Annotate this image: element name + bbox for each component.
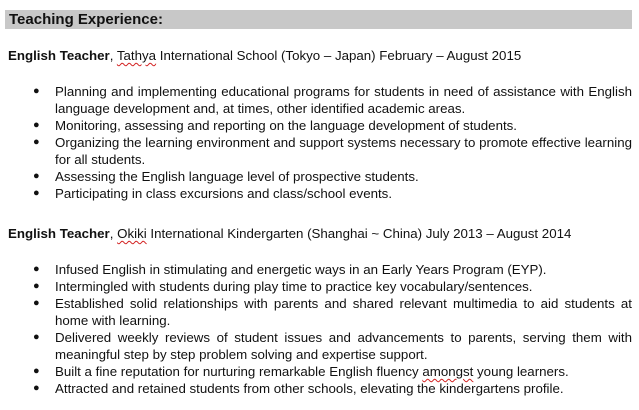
job-1-bullet-list	[0, 83, 632, 202]
bullet-text: Delivered weekly reviews of student issues and advancements to parents, serving them with meaningful step by step problem solving and expertise support.	[55, 330, 632, 362]
bullet-text: Infused English in stimulating and energetic ways in an Early Years Program (EYP).	[55, 262, 547, 277]
bullet-icon: ●	[33, 331, 40, 343]
bullet-text: Planning and implementing educational programs for students in need of assistance with English language development and, at times, other identified academic areas.	[55, 84, 632, 116]
bullet-icon: ●	[33, 170, 40, 182]
job-organization-details: International School (Tokyo – Japan) February – August 2015	[156, 48, 522, 63]
bullet-text: Established solid relationships with parents and shared relevant multimedia to aid students at home with learning.	[55, 296, 632, 328]
bullet-icon: ●	[33, 119, 40, 131]
bullet-icon: ●	[33, 136, 40, 148]
list-item	[0, 329, 632, 363]
list-item	[0, 363, 632, 380]
job-heading-2	[8, 225, 571, 242]
bullet-icon: ●	[33, 280, 40, 292]
job-organization-name: Okiki	[117, 226, 147, 241]
bullet-text-flagged-word: amongst	[422, 364, 474, 379]
list-item	[0, 83, 632, 117]
bullet-text: Assessing the English language level of prospective students.	[55, 169, 419, 184]
job-organization-details: International Kindergarten (Shanghai ~ China) July 2013 – August 2014	[146, 226, 572, 241]
bullet-icon: ●	[33, 263, 40, 275]
bullet-icon: ●	[33, 85, 40, 97]
bullet-icon: ●	[33, 365, 40, 377]
list-item	[0, 380, 632, 397]
job-role: English Teacher	[8, 48, 110, 63]
bullet-text: Built a fine reputation for nurturing remarkable English fluency	[55, 364, 423, 379]
list-item	[0, 134, 632, 168]
list-item	[0, 168, 632, 185]
job-separator: ,	[109, 226, 118, 241]
bullet-text-tail: young learners.	[473, 364, 569, 379]
bullet-icon: ●	[33, 297, 40, 309]
bullet-text: Monitoring, assessing and reporting on the language development of students.	[55, 118, 518, 133]
list-item	[0, 185, 632, 202]
list-item	[0, 278, 632, 295]
list-item	[0, 295, 632, 329]
job-2-bullet-list	[0, 261, 632, 397]
bullet-text: Participating in class excursions and class/school events.	[55, 186, 393, 201]
job-separator: ,	[109, 48, 117, 63]
bullet-text: Organizing the learning environment and support systems necessary to promote effective learning for all students.	[55, 135, 632, 167]
job-role: English Teacher	[8, 226, 110, 241]
bullet-icon: ●	[33, 187, 40, 199]
job-organization-name: Tathya	[116, 48, 157, 63]
list-item	[0, 261, 632, 278]
section-header-bar	[5, 10, 632, 29]
list-item	[0, 117, 632, 134]
section-title: Teaching Experience:	[9, 11, 163, 28]
bullet-text: Intermingled with students during play time to practice key vocabulary/sentences.	[55, 279, 533, 294]
bullet-text: Attracted and retained students from other schools, elevating the kindergartens profile.	[55, 381, 564, 396]
job-heading-1	[8, 47, 521, 64]
bullet-icon: ●	[33, 382, 40, 394]
